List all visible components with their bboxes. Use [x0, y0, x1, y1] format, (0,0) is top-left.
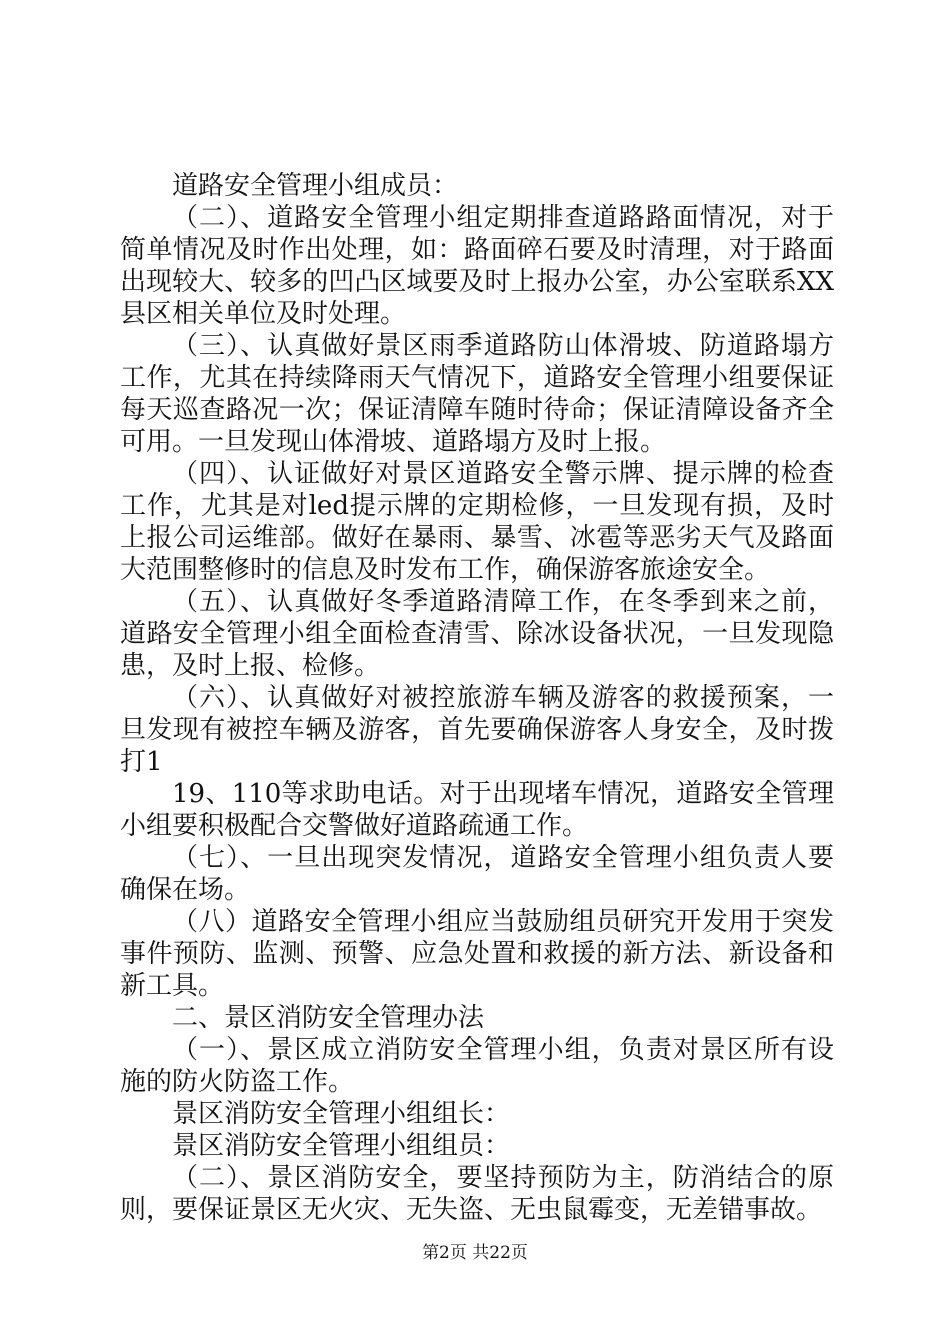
paragraph-new-methods: （八）道路安全管理小组应当鼓励组员研究开发用于突发事件预防、监测、预警、应急处置和救援的新方法、新设备和新工具。: [120, 907, 834, 1001]
paragraph-road-team-members: 道路安全管理小组成员：: [172, 171, 459, 201]
paragraph-rainy-season: （三）、认真做好景区雨季道路防山体滑坡、防道路塌方工作，尤其在持续降雨天气情况下，道路安全管理小组要保证每天巡查路况一次；保证清障车随时待命；保证清障设备齐全可用。一旦发现山体滑坡、道路塌方及时上报。: [120, 331, 834, 457]
paragraph-road-inspection: （二）、道路安全管理小组定期排查道路路面情况，对于简单情况及时作出处理，如：路面碎石要及时清理，对于路面出现较大、较多的凹凸区域要及时上报办公室，办公室联系XX县区相关单位及时处理。: [120, 203, 834, 329]
paragraph-emergency-presence: （七）、一旦出现突发情况，道路安全管理小组负责人要确保在场。: [120, 843, 834, 905]
paragraph-emergency-calls: 19、110等求助电话。对于出现堵车情况，道路安全管理小组要积极配合交警做好道路疏通工作。: [120, 779, 834, 841]
paragraph-fire-team-members: 景区消防安全管理小组组员：: [172, 1131, 511, 1161]
paragraph-warning-signs: （四）、认证做好对景区道路安全警示牌、提示牌的检查工作，尤其是对led提示牌的定期检修，一旦发现有损，及时上报公司运维部。做好在暴雨、暴雪、冰雹等恶劣天气及路面大范围整修时的信息及时发布工作，确保游客旅途安全。: [120, 459, 834, 585]
paragraph-fire-prevention: （二）、景区消防安全，要坚持预防为主，防消结合的原则，要保证景区无火灾、无失盗、无虫鼠霉变，无差错事故。: [120, 1163, 834, 1225]
section-heading-fire-safety: 二、景区消防安全管理办法: [172, 1003, 485, 1033]
page-footer: 第2页 共22页: [422, 1243, 528, 1263]
paragraph-fire-team-leader: 景区消防安全管理小组组长：: [172, 1099, 511, 1129]
paragraph-fire-team: （一）、景区成立消防安全管理小组，负责对景区所有设施的防火防盗工作。: [120, 1035, 834, 1097]
paragraph-winter-clearing: （五）、认真做好冬季道路清障工作，在冬季到来之前，道路安全管理小组全面检查清雪、除冰设备状况，一旦发现隐患，及时上报、检修。: [120, 587, 834, 681]
document-body: [120, 170, 834, 1226]
paragraph-rescue-plan: （六）、认真做好对被控旅游车辆及游客的救援预案，一旦发现有被控车辆及游客，首先要确保游客人身安全，及时拨打1: [120, 683, 834, 777]
